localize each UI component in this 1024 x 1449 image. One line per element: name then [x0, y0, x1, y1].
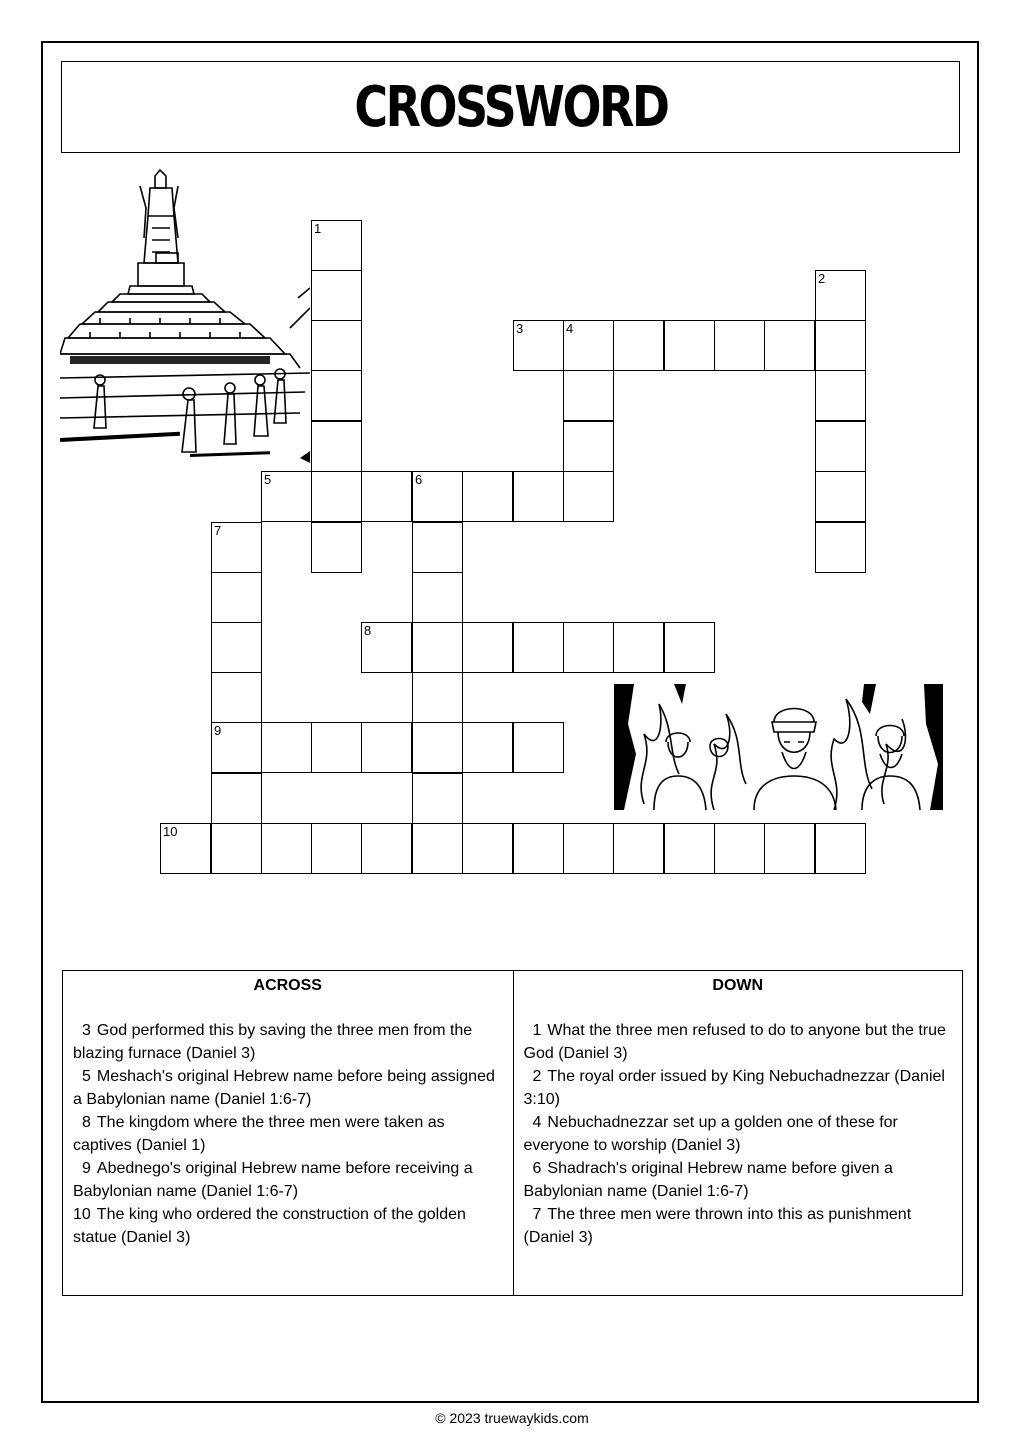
grid-cell[interactable]	[211, 823, 262, 874]
grid-cell[interactable]	[361, 622, 412, 673]
grid-cell[interactable]	[311, 722, 362, 773]
copyright-footer: © 2023 truewaykids.com	[435, 1410, 589, 1426]
page-title: CROSSWORD	[353, 74, 668, 140]
clue-item: 3 God performed this by saving the three men from the blazing furnace (Daniel 3)	[73, 1022, 473, 1062]
grid-cell[interactable]	[815, 823, 866, 874]
clue-number: 9	[214, 723, 222, 738]
grid-cell[interactable]	[160, 823, 211, 874]
grid-cell[interactable]	[412, 522, 463, 573]
grid-cell[interactable]	[311, 471, 362, 522]
grid-cell[interactable]	[664, 823, 715, 874]
grid-cell[interactable]	[563, 471, 614, 522]
grid-cell[interactable]	[311, 320, 362, 371]
grid-cell[interactable]	[311, 823, 362, 874]
clue-number: 10	[163, 824, 178, 839]
grid-cell[interactable]	[211, 572, 262, 623]
grid-cell[interactable]	[462, 622, 513, 673]
grid-cell[interactable]	[412, 622, 463, 673]
grid-cell[interactable]	[513, 622, 564, 673]
grid-cell[interactable]	[211, 773, 262, 824]
grid-cell[interactable]	[412, 823, 463, 874]
down-column	[513, 971, 963, 1295]
grid-cell[interactable]	[513, 471, 564, 522]
grid-cell[interactable]	[513, 320, 564, 371]
grid-cell[interactable]	[462, 722, 513, 773]
grid-cell[interactable]	[613, 823, 664, 874]
clue-item: 6 Shadrach's original Hebrew name before given a Babylonian name (Daniel 1:6-7)	[523, 1160, 893, 1200]
grid-cell[interactable]	[714, 823, 765, 874]
clues-table	[62, 970, 963, 1296]
grid-cell[interactable]	[261, 823, 312, 874]
clue-number: 1	[314, 221, 322, 236]
grid-cell[interactable]	[311, 270, 362, 321]
grid-cell[interactable]	[361, 471, 412, 522]
grid-cell[interactable]	[815, 471, 866, 522]
grid-cell[interactable]	[361, 823, 412, 874]
grid-cell[interactable]	[664, 622, 715, 673]
grid-cell[interactable]	[815, 522, 866, 573]
grid-cell[interactable]	[211, 722, 262, 773]
grid-cell[interactable]	[261, 722, 312, 773]
grid-cell[interactable]	[815, 270, 866, 321]
grid-cell[interactable]	[311, 370, 362, 421]
clue-item: 2 The royal order issued by King Nebuchadnezzar (Daniel 3:10)	[523, 1068, 945, 1108]
grid-cell[interactable]	[412, 773, 463, 824]
clue-item: 8 The kingdom where the three men were taken as captives (Daniel 1)	[73, 1114, 445, 1154]
grid-cell[interactable]	[714, 320, 765, 371]
grid-cell[interactable]	[412, 672, 463, 723]
grid-cell[interactable]	[613, 320, 664, 371]
statue-illustration	[60, 168, 310, 468]
grid-cell[interactable]	[764, 823, 815, 874]
grid-cell[interactable]	[513, 722, 564, 773]
grid-cell[interactable]	[211, 522, 262, 573]
clue-item: 9 Abednego's original Hebrew name before receiving a Babylonian name (Daniel 1:6-7)	[73, 1160, 473, 1200]
title-box	[61, 61, 960, 153]
clue-number: 5	[264, 472, 272, 487]
grid-cell[interactable]	[664, 320, 715, 371]
clue-number: 3	[516, 321, 524, 336]
grid-cell[interactable]	[261, 471, 312, 522]
grid-cell[interactable]	[211, 672, 262, 723]
grid-cell[interactable]	[311, 220, 362, 271]
grid-cell[interactable]	[563, 622, 614, 673]
clue-item: 5 Meshach's original Hebrew name before being assigned a Babylonian name (Daniel 1:6-7)	[73, 1068, 495, 1108]
grid-cell[interactable]	[563, 823, 614, 874]
across-heading: ACROSS	[253, 977, 322, 994]
down-heading: DOWN	[712, 977, 764, 994]
grid-cell[interactable]	[563, 370, 614, 421]
grid-cell[interactable]	[815, 370, 866, 421]
grid-cell[interactable]	[211, 622, 262, 673]
grid-cell[interactable]	[815, 320, 866, 371]
clue-number: 6	[415, 472, 423, 487]
grid-cell[interactable]	[462, 471, 513, 522]
clue-item: 4 Nebuchadnezzar set up a golden one of these for everyone to worship (Daniel 3)	[523, 1114, 898, 1154]
grid-cell[interactable]	[412, 471, 463, 522]
grid-cell[interactable]	[412, 572, 463, 623]
furnace-illustration	[614, 684, 943, 810]
across-column	[63, 971, 513, 1295]
clue-item: 7 The three men were thrown into this as punishment (Daniel 3)	[523, 1206, 912, 1246]
grid-cell[interactable]	[563, 320, 614, 371]
grid-cell[interactable]	[513, 823, 564, 874]
clue-number: 8	[364, 623, 372, 638]
grid-cell[interactable]	[613, 622, 664, 673]
clue-number: 4	[566, 321, 574, 336]
grid-cell[interactable]	[311, 522, 362, 573]
clue-item: 1 What the three men refused to do to anyone but the true God (Daniel 3)	[523, 1022, 946, 1062]
grid-cell[interactable]	[462, 823, 513, 874]
grid-cell[interactable]	[764, 320, 815, 371]
grid-cell[interactable]	[361, 722, 412, 773]
clue-number: 2	[818, 271, 826, 286]
clue-item: 10 The king who ordered the construction of the golden statue (Daniel 3)	[73, 1206, 466, 1246]
clue-number: 7	[214, 523, 222, 538]
grid-cell[interactable]	[815, 421, 866, 472]
grid-cell[interactable]	[563, 421, 614, 472]
grid-cell[interactable]	[311, 421, 362, 472]
grid-cell[interactable]	[412, 722, 463, 773]
